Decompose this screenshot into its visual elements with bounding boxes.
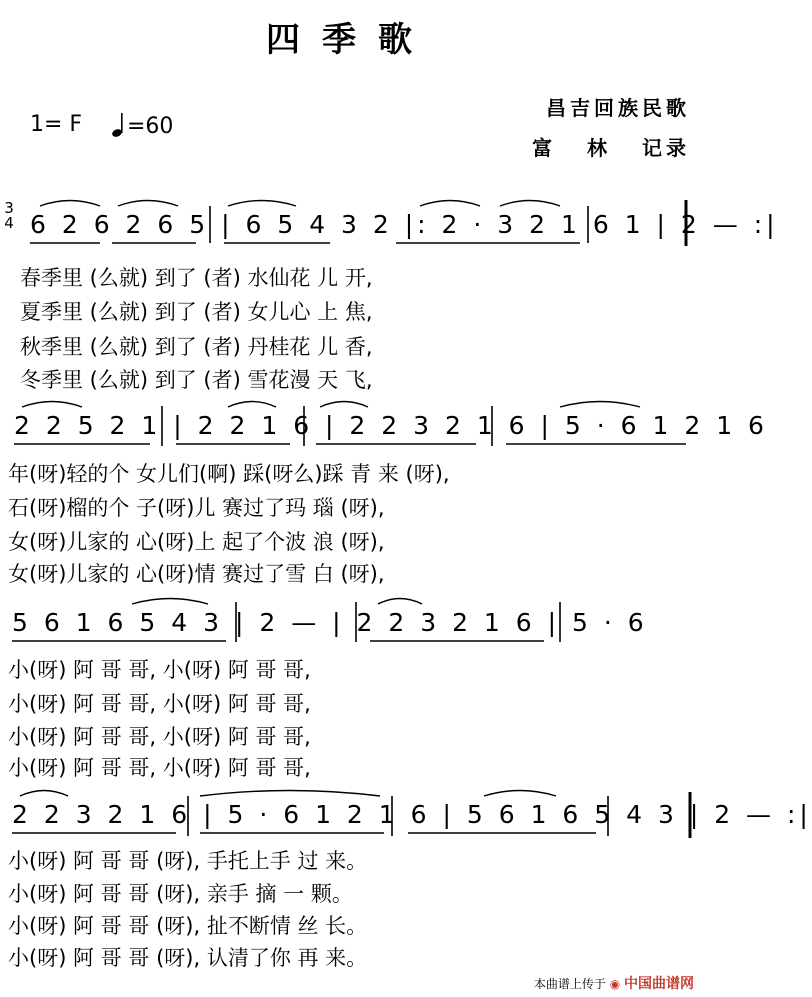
staff-system-3-notes: 5 6 1 6 5 4 3 | 2 — | 2 2 3 2 1 6 | 5 · 6 bbox=[12, 608, 648, 637]
footer-brand[interactable]: 中国曲谱网 bbox=[624, 976, 694, 992]
time-signature-bottom: 4 bbox=[4, 214, 14, 232]
lyric-line: 春季里 (么就) 到了 (者) 水仙花 儿 开, bbox=[20, 266, 373, 290]
transcriber-credit: 富 林 记录 bbox=[532, 136, 690, 160]
song-title: 四季歌 bbox=[266, 20, 434, 60]
lyric-line: 年(呀)轻的个 女儿们(啊) 踩(呀么)踩 青 来 (呀), bbox=[8, 462, 450, 486]
lyric-line: 小(呀) 阿 哥 哥, 小(呀) 阿 哥 哥, bbox=[8, 725, 311, 749]
lyric-line: 夏季里 (么就) 到了 (者) 女儿心 上 焦, bbox=[20, 300, 373, 324]
tempo-value: =60 bbox=[127, 114, 174, 139]
staff-system-2-notes: 2 2 5 2 1 | 2 2 1 6 | 2 2 3 2 1 6 | 5 · 6 1 2 1 6 bbox=[14, 411, 768, 440]
lyric-line: 小(呀) 阿 哥 哥, 小(呀) 阿 哥 哥, bbox=[8, 756, 311, 780]
key-signature: 1= F bbox=[30, 112, 83, 137]
lyric-line: 小(呀) 阿 哥 哥 (呀), 认清了你 再 来。 bbox=[8, 946, 368, 970]
lyric-line: 小(呀) 阿 哥 哥, 小(呀) 阿 哥 哥, bbox=[8, 692, 311, 716]
staff-system-4-notes: 2 2 3 2 1 6 | 5 · 6 1 2 1 6 | 5 6 1 6 5 4 3 | 2 — :| bbox=[12, 800, 812, 829]
lyric-line: 女(呀)儿家的 心(呀)情 赛过了雪 白 (呀), bbox=[8, 562, 385, 586]
source-footer bbox=[534, 973, 694, 993]
lyric-line: 小(呀) 阿 哥 哥 (呀), 亲手 摘 一 颗。 bbox=[8, 882, 353, 906]
site-logo-icon: ◉ bbox=[609, 977, 621, 991]
origin-credit: 昌吉回族民歌 bbox=[546, 96, 690, 120]
lyric-line: 小(呀) 阿 哥 哥 (呀), 扯不断情 丝 长。 bbox=[8, 914, 368, 938]
lyric-line: 小(呀) 阿 哥 哥, 小(呀) 阿 哥 哥, bbox=[8, 658, 311, 682]
lyric-line: 石(呀)榴的个 子(呀)儿 赛过了玛 瑙 (呀), bbox=[8, 496, 385, 520]
footer-uploaded-label: 本曲谱上传于 bbox=[533, 977, 606, 991]
lyric-line: 秋季里 (么就) 到了 (者) 丹桂花 儿 香, bbox=[20, 335, 373, 359]
time-signature-top: 3 bbox=[4, 199, 14, 217]
staff-system-1-notes: 6 2 6 2 6 5 | 6 5 4 3 2 |: 2 · 3 2 1 6 1 | 2 — :| bbox=[30, 210, 779, 239]
lyric-line: 小(呀) 阿 哥 哥 (呀), 手托上手 过 来。 bbox=[8, 849, 368, 873]
lyric-line: 冬季里 (么就) 到了 (者) 雪花漫 天 飞, bbox=[20, 368, 373, 392]
lyric-line: 女(呀)儿家的 心(呀)上 起了个波 浪 (呀), bbox=[8, 530, 385, 554]
